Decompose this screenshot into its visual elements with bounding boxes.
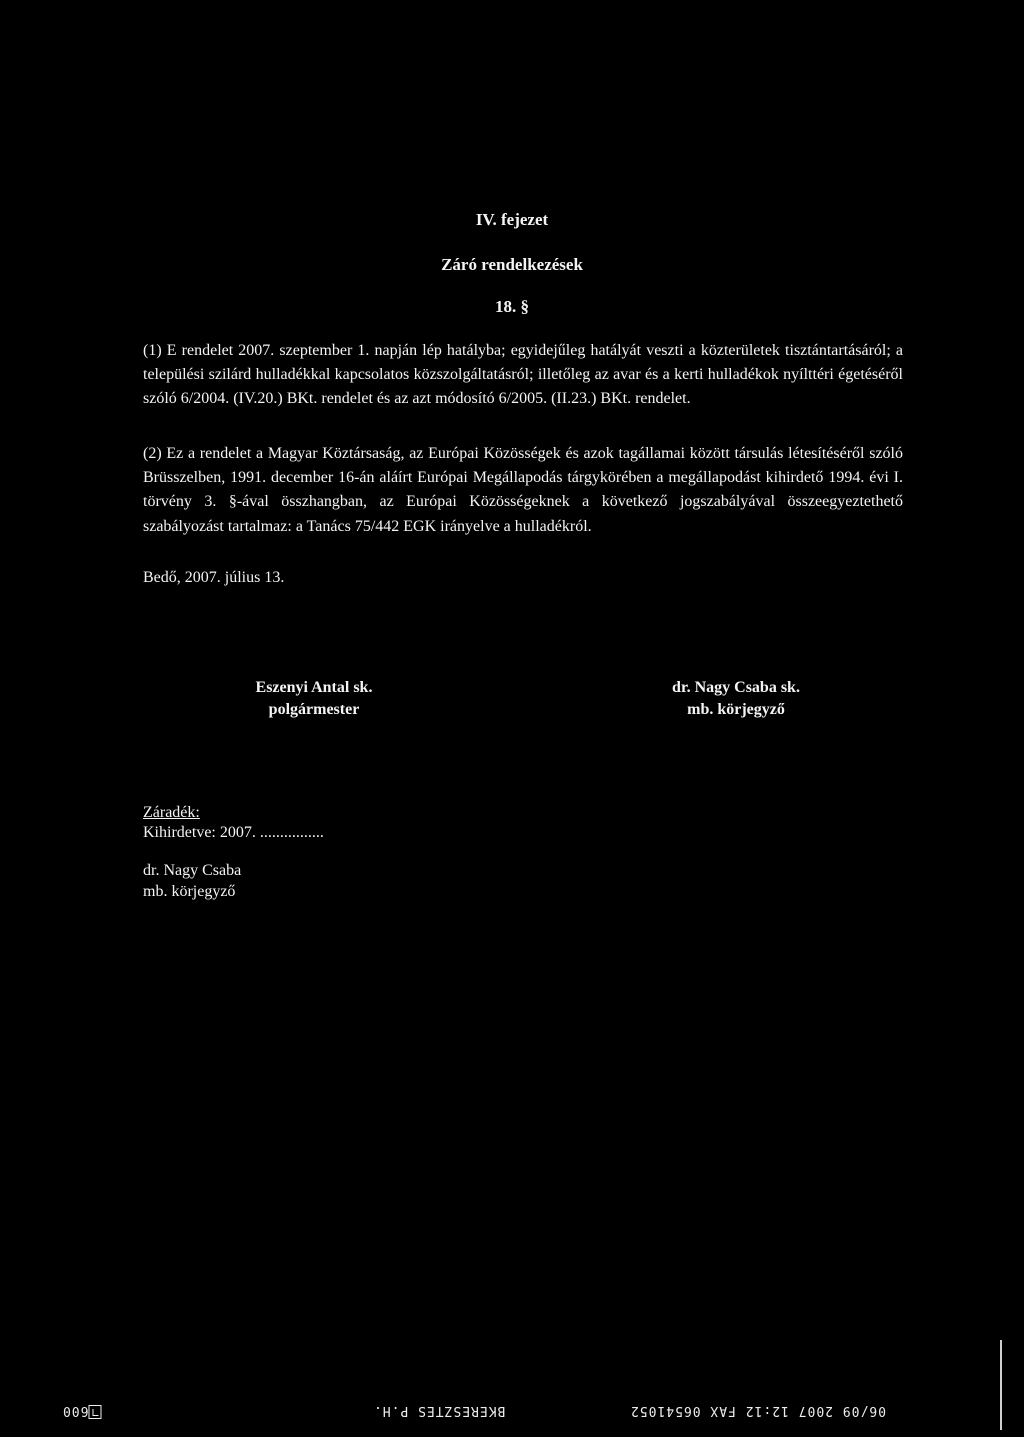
signature-clerk-name: dr. Nagy Csaba sk.	[672, 679, 800, 696]
fax-header-line: 06/09 2007 12:12 FAX 06541052	[630, 1403, 886, 1418]
signature-clerk-role: mb. körjegyző	[687, 701, 785, 718]
page-icon	[88, 1405, 101, 1419]
clause-title: Záradék:	[143, 804, 200, 821]
clause-clerk-name: dr. Nagy Csaba	[143, 862, 242, 879]
scan-edge-line	[1000, 1340, 1002, 1430]
paragraph-2: (2) Ez a rendelet a Magyar Köztársaság, az Európai Közösségek és azok tagállamai között társulás létesítéséről szóló Brüsszelben, 1991. december 16-án aláírt Európai Megállapodás tárgykörében a megállapodást kihirdető 1994. évi I. törvény 3. §-ával összhangban, az Európai Közösségeknek a következő jogszabályával összeegyeztethető szabályozást tartalmaz: a Tanács 75/442 EGK irányelve a hulladékról.	[143, 445, 903, 535]
signature-clerk	[636, 677, 836, 721]
signature-mayor-role: polgármester	[268, 701, 360, 718]
fax-sender: BKERESZTES P.H.	[373, 1403, 506, 1418]
clause-clerk-role: mb. körjegyző	[143, 883, 236, 900]
signature-mayor	[214, 677, 414, 721]
fax-page-number: 600	[62, 1403, 104, 1419]
paragraph-1: (1) E rendelet 2007. szeptember 1. napján lép hatályba; egyidejűleg hatályát veszti a közterületek tisztántartásáról; a települési szilárd hulladékkal kapcsolatos közszolgáltatásról; illetőleg az avar és a kerti hulladékok nyílttéri égetéséről szóló 6/2004. (IV.20.) BKt. rendelet és az azt módosító 6/2005. (II.23.) BKt. rendelet.	[143, 342, 903, 408]
signature-mayor-name: Eszenyi Antal sk.	[255, 679, 373, 696]
section-number: 18. §	[495, 297, 529, 316]
section-subtitle: Záró rendelkezések	[441, 255, 583, 274]
publication-date: Kihirdetve: 2007. ................	[143, 824, 324, 841]
chapter-heading: IV. fejezet	[475, 210, 549, 229]
place-date: Bedő, 2007. július 13.	[143, 569, 285, 586]
